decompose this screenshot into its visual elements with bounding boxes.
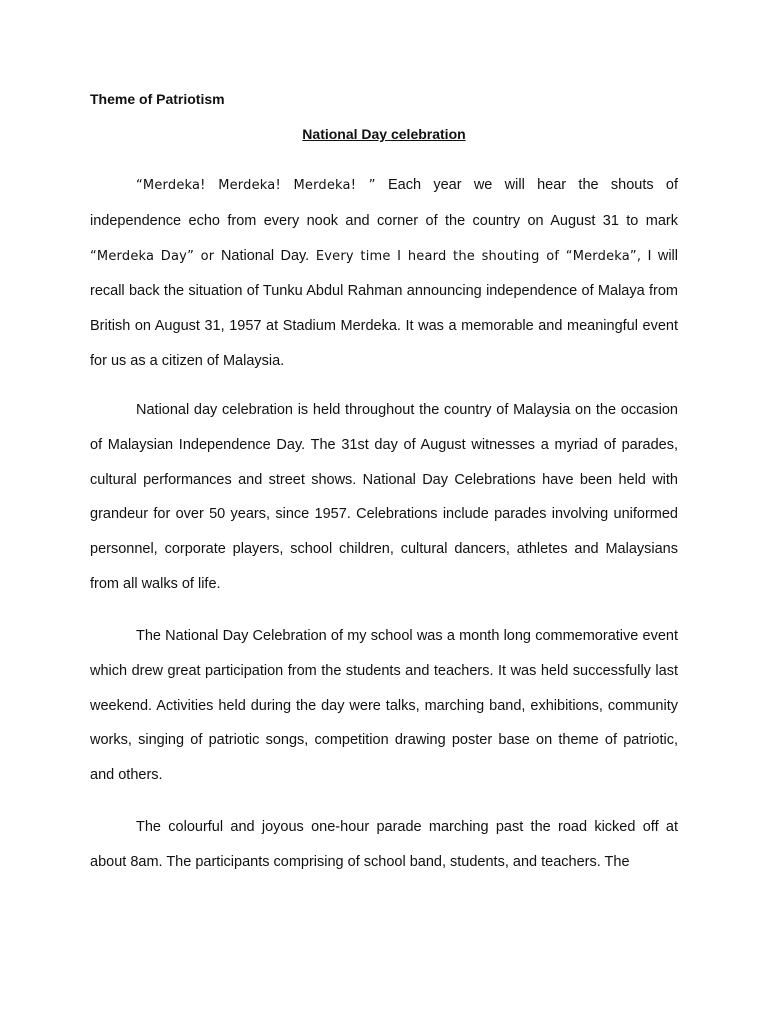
paragraph-1-national-day: National Day. [220, 247, 310, 264]
paragraph-4: The colourful and joyous one-hour parade marching past the road kicked off at about 8am. The participants comprising of school band, students, and teachers. The [90, 819, 678, 870]
paragraph-1-merdeka-day: “Merdeka Day” [90, 248, 195, 264]
paragraph-3: The National Day Celebration of my school was a month long commemorative event which drew great participation from the students and teachers. It was held successfully last weekend. Activities held during the day were talks, marching band, exhibitions, community works, singing of patriotic songs, competition drawing poster base on theme of patriotic, and others. [90, 628, 678, 784]
paragraph-1-text-a: Each year we will hear the shouts of independence echo from every nook and corner of the country on August 31 to mark [90, 177, 679, 229]
paragraph-1 [90, 168, 678, 379]
paragraph-1-quote: “Merdeka! Merdeka! Merdeka! ” [136, 178, 376, 193]
paragraph-2: National day celebration is held throughout the country of Malaysia on the occasion of Malaysian Independence Day. The 31st day of August witnesses a myriad of parades, cultural performances and street shows. National Day Celebrations have been held with grandeur for over 50 years, since 1957. Celebrations include parades involving uniformed personnel, corporate players, school children, cultural dancers, athletes and Malaysians from all walks of life. [90, 402, 678, 592]
paragraph-1-text-b: I will recall back the situation of Tunku Abdul Rahman announcing independence of Malaya from British on August 31, 1957 at Stadium Merdeka. It was a memorable and meaningful event for us as a citizen of Malaysia. [90, 247, 678, 369]
paragraph-1-or: or [194, 248, 221, 264]
paragraph-1-every-time: Every time I heard the shouting of “Merdeka”, [309, 248, 642, 264]
section-heading: Theme of Patriotism [90, 91, 225, 107]
document-title: National Day celebration [302, 126, 466, 142]
